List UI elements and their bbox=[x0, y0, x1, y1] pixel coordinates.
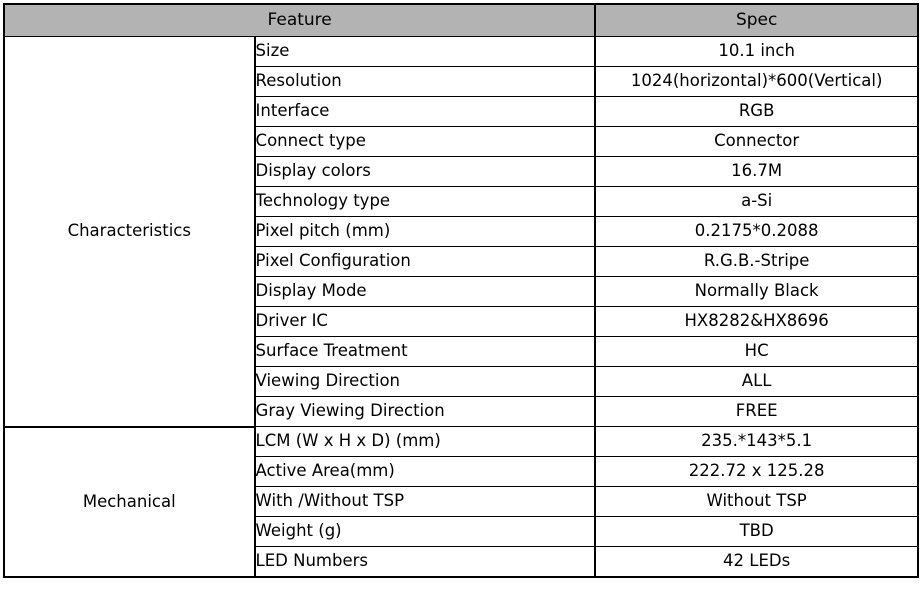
feature-cell: Resolution bbox=[255, 67, 596, 97]
spec-cell: a-Si bbox=[595, 187, 918, 217]
spec-cell: HX8282&HX8696 bbox=[595, 307, 918, 337]
feature-cell: Interface bbox=[255, 97, 596, 127]
row-group-label: Mechanical bbox=[4, 427, 255, 578]
feature-cell: Gray Viewing Direction bbox=[255, 397, 596, 427]
spec-cell: 1024(horizontal)*600(Vertical) bbox=[595, 67, 918, 97]
spec-cell: Connector bbox=[595, 127, 918, 157]
spec-cell: RGB bbox=[595, 97, 918, 127]
table-row bbox=[4, 37, 918, 67]
spec-cell: FREE bbox=[595, 397, 918, 427]
feature-cell: LED Numbers bbox=[255, 547, 596, 578]
feature-cell: Size bbox=[255, 37, 596, 67]
row-group-label: Characteristics bbox=[4, 37, 255, 427]
header-row bbox=[4, 4, 918, 37]
spec-cell: HC bbox=[595, 337, 918, 367]
feature-cell: Active Area(mm) bbox=[255, 457, 596, 487]
spec-cell: 16.7M bbox=[595, 157, 918, 187]
spec-cell: ALL bbox=[595, 367, 918, 397]
spec-cell: Normally Black bbox=[595, 277, 918, 307]
table-header bbox=[4, 4, 918, 37]
feature-cell: Display Mode bbox=[255, 277, 596, 307]
feature-cell: Connect type bbox=[255, 127, 596, 157]
spec-cell: 0.2175*0.2088 bbox=[595, 217, 918, 247]
feature-cell: Pixel Configuration bbox=[255, 247, 596, 277]
table-body bbox=[4, 37, 918, 578]
feature-cell: Display colors bbox=[255, 157, 596, 187]
feature-cell: Driver IC bbox=[255, 307, 596, 337]
feature-cell: Viewing Direction bbox=[255, 367, 596, 397]
spec-cell: R.G.B.-Stripe bbox=[595, 247, 918, 277]
column-header-feature: Feature bbox=[4, 4, 595, 37]
specification-table bbox=[3, 3, 919, 578]
feature-cell: Surface Treatment bbox=[255, 337, 596, 367]
spec-cell: 222.72 x 125.28 bbox=[595, 457, 918, 487]
feature-cell: With /Without TSP bbox=[255, 487, 596, 517]
spec-cell: TBD bbox=[595, 517, 918, 547]
spec-cell: 42 LEDs bbox=[595, 547, 918, 578]
spec-cell: 10.1 inch bbox=[595, 37, 918, 67]
feature-cell: LCM (W x H x D) (mm) bbox=[255, 427, 596, 457]
feature-cell: Pixel pitch (mm) bbox=[255, 217, 596, 247]
feature-cell: Weight (g) bbox=[255, 517, 596, 547]
column-header-spec: Spec bbox=[595, 4, 918, 37]
table-row bbox=[4, 427, 918, 457]
spec-cell: Without TSP bbox=[595, 487, 918, 517]
spec-cell: 235.*143*5.1 bbox=[595, 427, 918, 457]
feature-cell: Technology type bbox=[255, 187, 596, 217]
